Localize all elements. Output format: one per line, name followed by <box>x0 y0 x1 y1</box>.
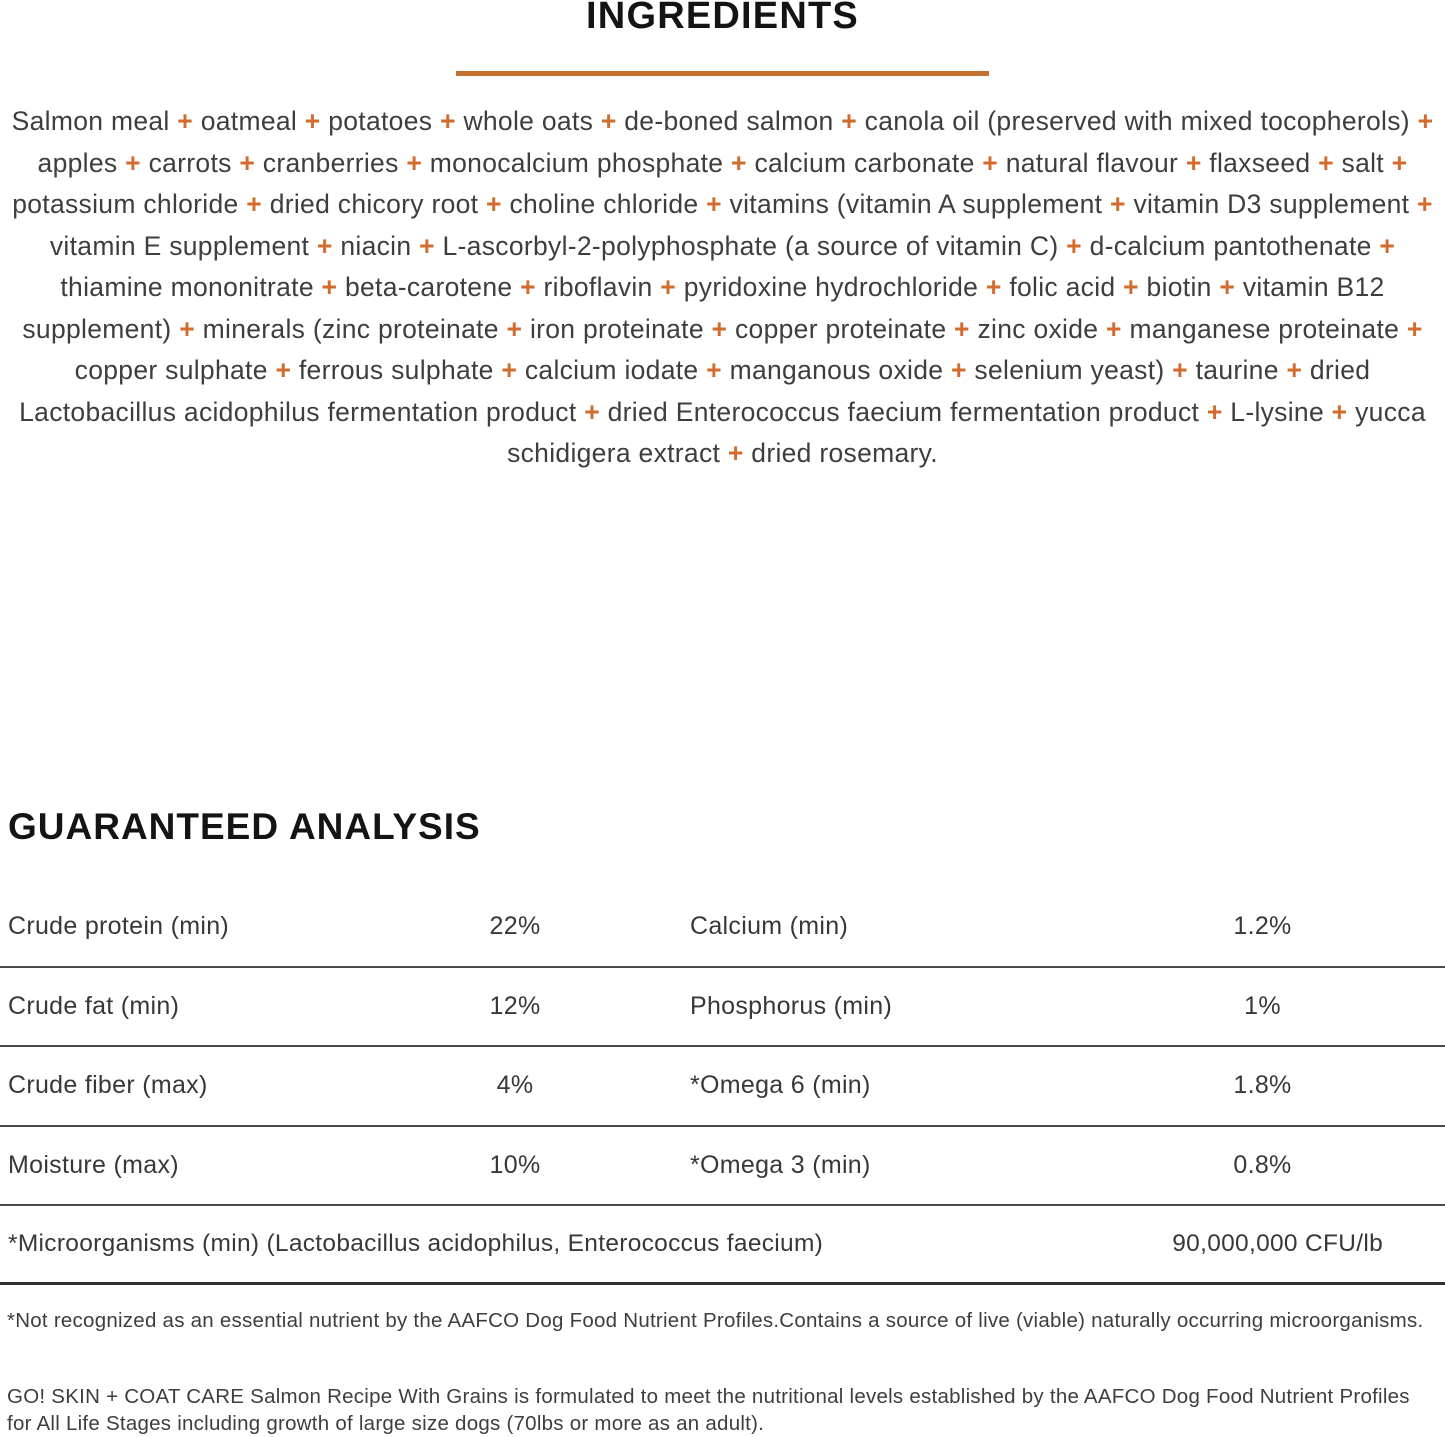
plus-separator: + <box>1106 313 1122 344</box>
plus-separator: + <box>1416 189 1433 219</box>
plus-separator: + <box>1406 313 1423 344</box>
ingredient-item: vitamin B12 supplement) <box>22 272 1385 344</box>
plus-separator: + <box>1185 147 1202 178</box>
ingredient-item: whole oats <box>463 106 594 136</box>
plus-separator: + <box>177 106 194 136</box>
plus-separator: + <box>711 313 728 344</box>
title-underline-rule <box>456 71 989 76</box>
ingredient-item: choline chloride <box>509 189 699 219</box>
ingredient-item: manganous oxide <box>729 355 944 385</box>
plus-separator: + <box>406 147 423 178</box>
table-row <box>0 1127 1445 1207</box>
plus-separator: + <box>1172 355 1188 385</box>
ingredient-item: vitamin E supplement <box>49 230 310 261</box>
nutrient-label-right: Calcium (min) <box>690 912 849 941</box>
ingredient-item: L-lysine <box>1230 396 1324 427</box>
ingredient-item: taurine <box>1195 355 1279 385</box>
plus-separator: + <box>1391 147 1408 178</box>
guaranteed-analysis-title: GUARANTEED ANALYSIS <box>8 806 481 847</box>
ingredient-item: d-calcium pantothenate <box>1089 230 1372 261</box>
ingredient-item: natural flavour <box>1005 147 1179 178</box>
ingredient-item: beta-carotene <box>344 272 513 302</box>
ingredient-item: niacin <box>340 230 412 261</box>
ingredient-item: carrots <box>148 147 232 178</box>
ingredient-item: dried Lactobacillus acidophilus fermentation product <box>19 355 1371 427</box>
nutrient-label-left: Crude protein (min) <box>8 912 230 941</box>
formulation-footnote: GO! SKIN + COAT CARE Salmon Recipe With Grains is formulated to meet the nutritional levels established by the AAFCO Dog Food Nutrient Profiles for All Life Stages including growth of large size dogs (70lbs or more as an adult). <box>7 1385 1410 1435</box>
plus-separator: + <box>954 313 970 344</box>
ingredient-item: iron proteinate <box>529 313 704 344</box>
plus-separator: + <box>1066 230 1082 261</box>
nutrient-value-left: 10% <box>489 1150 541 1179</box>
ingredient-item: Salmon meal <box>11 106 170 136</box>
ingredient-item: dried rosemary. <box>751 438 938 468</box>
plus-separator: + <box>506 313 523 344</box>
plus-separator: + <box>727 438 744 468</box>
ingredients-title: INGREDIENTS <box>586 0 859 37</box>
microorganisms-value: 90,000,000 CFU/lb <box>1172 1230 1383 1257</box>
ingredient-item: manganese proteinate <box>1129 313 1400 344</box>
ingredient-item: biotin <box>1146 272 1212 302</box>
plus-separator: + <box>731 147 747 178</box>
ingredient-item: copper proteinate <box>735 313 947 344</box>
nutrient-label-right: *Omega 6 (min) <box>690 1071 871 1100</box>
plus-separator: + <box>179 313 195 344</box>
table-row-microorganisms <box>0 1206 1445 1285</box>
nutrient-label-left: Crude fiber (max) <box>8 1071 208 1100</box>
microorganisms-label: *Microorganisms (min) (Lactobacillus acidophilus, Enterococcus faecium) <box>8 1230 824 1257</box>
nutrient-value-right: 0.8% <box>1233 1150 1292 1179</box>
plus-separator: + <box>706 355 722 385</box>
plus-separator: + <box>584 396 600 427</box>
nutrient-value-left: 4% <box>496 1071 534 1100</box>
ingredient-item: dried chicory root <box>269 189 479 219</box>
nutrient-value-right: 1.8% <box>1233 1071 1292 1100</box>
plus-separator: + <box>520 272 536 302</box>
ingredient-item: pyridoxine hydrochloride <box>683 272 979 302</box>
nutrient-label-left: Moisture (max) <box>8 1150 179 1179</box>
nutrient-value-left: 22% <box>489 912 541 941</box>
ingredient-item: flaxseed <box>1209 147 1311 178</box>
ingredient-item: ferrous sulphate <box>298 355 494 385</box>
plus-separator: + <box>660 272 677 302</box>
plus-separator: + <box>1417 106 1434 136</box>
plus-separator: + <box>1110 189 1126 219</box>
plus-separator: + <box>304 106 321 136</box>
ingredient-item: potatoes <box>328 106 433 136</box>
ingredient-item: monocalcium phosphate <box>429 147 724 178</box>
ingredient-item: apples <box>37 147 118 178</box>
nutrient-label-right: *Omega 3 (min) <box>690 1150 871 1179</box>
ingredient-item: yucca schidigera extract <box>507 396 1426 468</box>
table-row <box>0 1047 1445 1127</box>
plus-separator: + <box>600 106 617 136</box>
plus-separator: + <box>239 147 256 178</box>
plus-separator: + <box>419 230 435 261</box>
nutrient-value-right: 1% <box>1244 991 1281 1020</box>
plus-separator: + <box>1219 272 1236 302</box>
plus-separator: + <box>985 272 1002 302</box>
table-rows-container <box>0 888 1445 1206</box>
ingredient-item: oatmeal <box>200 106 298 136</box>
plus-separator: + <box>486 189 502 219</box>
plus-separator: + <box>1331 396 1348 427</box>
ingredient-item: vitamins (vitamin A supplement <box>729 189 1103 219</box>
ingredient-item: calcium carbonate <box>754 147 975 178</box>
ingredients-text <box>3 101 1442 475</box>
ingredient-item: zinc oxide <box>977 313 1099 344</box>
nutrient-value-right: 1.2% <box>1233 912 1292 941</box>
table-row <box>0 888 1445 968</box>
table-row <box>0 968 1445 1048</box>
ingredient-item: folic acid <box>1009 272 1116 302</box>
plus-separator: + <box>1206 396 1223 427</box>
plus-separator: + <box>950 355 967 385</box>
plus-separator: + <box>841 106 857 136</box>
ingredient-item: riboflavin <box>543 272 653 302</box>
guaranteed-analysis-table <box>0 888 1445 1285</box>
ingredient-item: thiamine mononitrate <box>60 272 314 302</box>
nutrient-label-left: Crude fat (min) <box>8 991 180 1020</box>
ingredient-item: canola oil (preserved with mixed tocopherols) <box>864 106 1410 136</box>
plus-separator: + <box>316 230 333 261</box>
ingredient-item: vitamin D3 supplement <box>1133 189 1410 219</box>
plus-separator: + <box>275 355 292 385</box>
ingredient-item: salt <box>1341 147 1384 178</box>
plus-separator: + <box>982 147 999 178</box>
ingredient-item: selenium yeast) <box>974 355 1165 385</box>
ingredient-item: minerals (zinc proteinate <box>202 313 499 344</box>
plus-separator: + <box>1379 230 1396 261</box>
plus-separator: + <box>1123 272 1139 302</box>
plus-separator: + <box>321 272 338 302</box>
plus-separator: + <box>501 355 518 385</box>
nutrient-label-right: Phosphorus (min) <box>690 991 893 1020</box>
plus-separator: + <box>1318 147 1334 178</box>
nutrient-value-left: 12% <box>489 991 541 1020</box>
ingredient-item: cranberries <box>262 147 399 178</box>
plus-separator: + <box>706 189 722 219</box>
plus-separator: + <box>1286 355 1303 385</box>
ingredient-item: dried Enterococcus faecium fermentation product <box>607 396 1200 427</box>
ingredient-item: de-boned salmon <box>624 106 834 136</box>
plus-separator: + <box>246 189 263 219</box>
ingredient-item: copper sulphate <box>74 355 268 385</box>
plus-separator: + <box>439 106 456 136</box>
ingredient-item: potassium chloride <box>12 189 239 219</box>
ingredient-item: L-ascorbyl-2-polyphosphate (a source of vitamin C) <box>442 230 1059 261</box>
aafco-footnote: *Not recognized as an essential nutrient by the AAFCO Dog Food Nutrient Profiles.Contains a source of live (viable) naturally occurring microorganisms. <box>7 1309 1424 1332</box>
ingredient-item: calcium iodate <box>524 355 699 385</box>
plus-separator: + <box>125 147 141 178</box>
